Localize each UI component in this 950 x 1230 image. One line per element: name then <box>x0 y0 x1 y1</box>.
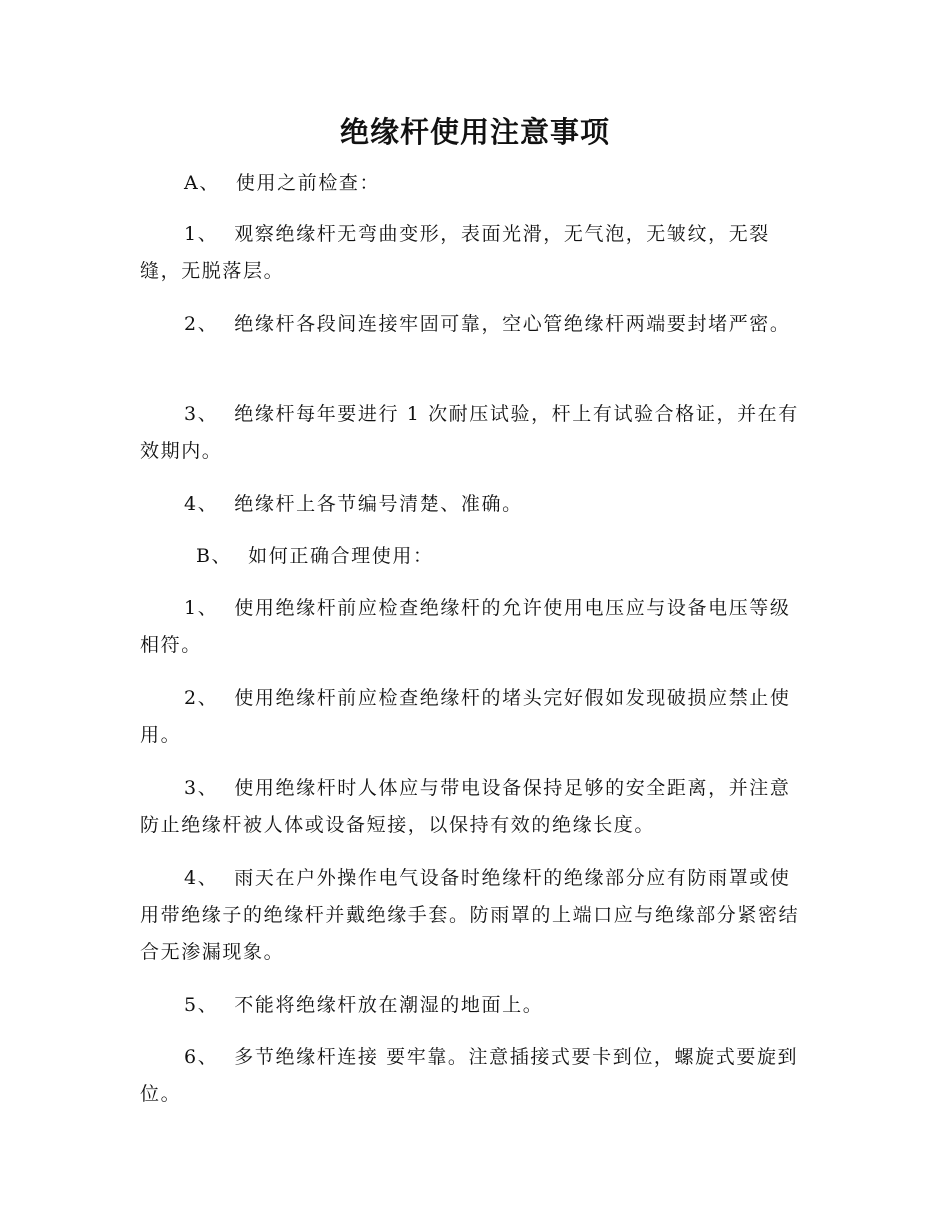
item-text: 使用绝缘杆前应检查绝缘杆的堵头完好假如发现破损应禁止使用。 <box>140 687 791 746</box>
section-b-item-2 <box>140 680 805 754</box>
section-a-item-2 <box>140 306 805 343</box>
section-a-item-1 <box>140 216 805 290</box>
item-number: 4、 <box>184 493 219 515</box>
item-number: 1、 <box>184 597 219 619</box>
section-b-item-1 <box>140 590 805 664</box>
document-title: 绝缘杆使用注意事项 <box>339 115 610 149</box>
section-a-heading-text: 使用之前检查： <box>235 172 381 194</box>
item-text: 绝缘杆上各节编号清楚、准确。 <box>234 493 523 515</box>
item-number: 3、 <box>184 403 219 425</box>
section-b-heading-text: 如何正确合理使用： <box>248 545 434 567</box>
section-b-marker: B、 <box>196 545 233 567</box>
section-b-item-6 <box>140 1039 805 1113</box>
item-text: 雨天在户外操作电气设备时绝缘杆的绝缘部分应有防雨罩或使用带绝缘子的绝缘杆并戴绝缘手套。防雨罩的上端口应与绝缘部分紧密结合无渗漏现象。 <box>140 867 800 963</box>
section-a-item-4 <box>140 486 805 523</box>
section-b-item-4 <box>140 860 805 971</box>
section-b-heading <box>140 538 805 575</box>
section-a-heading <box>140 165 805 202</box>
item-number: 4、 <box>184 867 219 889</box>
item-text: 多节绝缘杆连接 要牢靠。注意插接式要卡到位，螺旋式要旋到位。 <box>140 1046 799 1105</box>
item-number: 2、 <box>184 687 219 709</box>
item-number: 1、 <box>184 223 219 245</box>
section-a-item-3 <box>140 396 805 470</box>
item-number: 2、 <box>184 313 219 335</box>
item-text: 不能将绝缘杆放在潮湿的地面上。 <box>234 994 544 1016</box>
section-b-item-5 <box>140 987 805 1024</box>
item-number: 3、 <box>184 777 219 799</box>
section-b-item-3 <box>140 770 805 844</box>
item-number: 6、 <box>184 1046 219 1068</box>
item-text: 观察绝缘杆无弯曲变形，表面光滑，无气泡，无皱纹，无裂缝，无脱落层。 <box>140 223 770 282</box>
section-a-marker: A、 <box>184 172 220 194</box>
item-text: 使用绝缘杆前应检查绝缘杆的允许使用电压应与设备电压等级相符。 <box>140 597 791 656</box>
item-text: 绝缘杆每年要进行 1 次耐压试验，杆上有试验合格证，并在有效期内。 <box>140 403 799 462</box>
item-number: 5、 <box>184 994 219 1016</box>
item-text: 绝缘杆各段间连接牢固可靠，空心管绝缘杆两端要封堵严密。 <box>234 313 791 335</box>
item-text: 使用绝缘杆时人体应与带电设备保持足够的安全距离，并注意防止绝缘杆被人体或设备短接，以保持有效的绝缘长度。 <box>140 777 791 836</box>
